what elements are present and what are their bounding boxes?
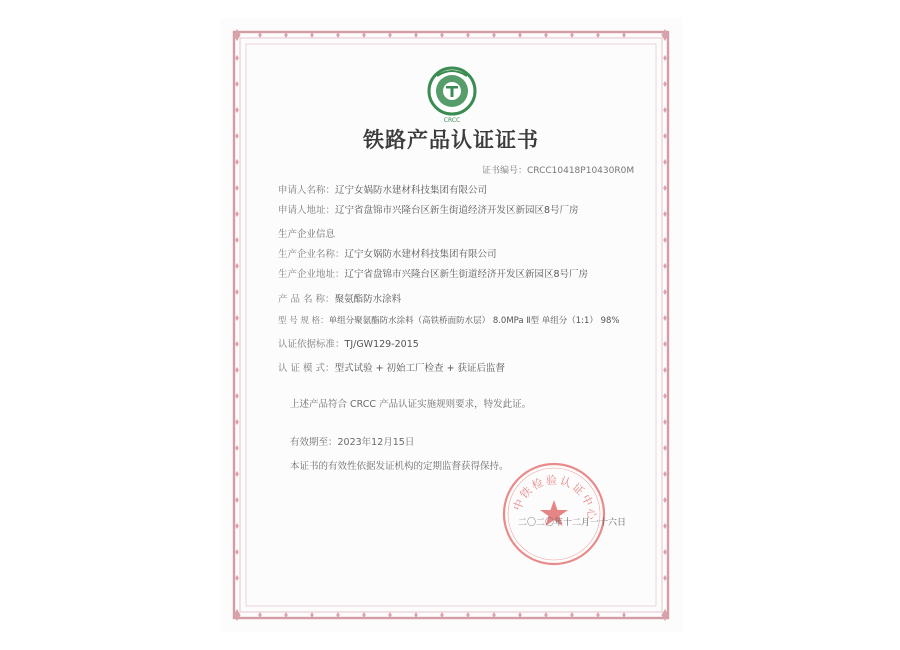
border-ornament xyxy=(235,393,239,399)
border-ornament xyxy=(663,315,667,321)
border-ornament xyxy=(663,393,667,399)
border-ornament xyxy=(235,81,239,87)
certificate-number: 证书编号：CRCC10418P10430R0M xyxy=(482,166,635,176)
conformity-statement: 上述产品符合 CRCC 产品认证实施规则要求，特发此证。 xyxy=(290,399,532,410)
field-label: 申请人地址： xyxy=(278,205,336,216)
section-heading: 生产企业信息 xyxy=(278,229,336,240)
field-value: 聚氨酯防水涂料 xyxy=(334,294,402,305)
border-ornament xyxy=(663,159,667,165)
border-ornament xyxy=(235,497,239,503)
field-label: 生产企业名称： xyxy=(278,249,345,260)
border-ornament xyxy=(235,289,239,295)
border-ornament xyxy=(235,185,239,191)
border-ornament xyxy=(663,237,667,243)
border-ornament xyxy=(663,523,667,529)
border-ornament xyxy=(663,289,667,295)
border-ornament xyxy=(663,185,667,191)
mode-row xyxy=(278,360,505,374)
field-value: 型式试验 + 初始工厂检查 + 获证后监督 xyxy=(334,363,506,374)
border-ornament xyxy=(235,55,239,61)
certificate-title: 铁路产品认证证书 xyxy=(363,128,539,152)
field-label: 申请人名称： xyxy=(278,185,336,196)
field-value: 辽宁省盘锦市兴隆台区新生街道经济开发区新园区8号厂房 xyxy=(335,205,579,216)
field-label: 生产企业地址： xyxy=(278,269,345,280)
border-ornament xyxy=(235,575,239,581)
border-ornament xyxy=(663,367,667,373)
railway-emblem-icon xyxy=(425,62,479,124)
border-ornament xyxy=(663,341,667,347)
border-ornament xyxy=(663,497,667,503)
field-label: 认 证 模 式： xyxy=(278,363,335,374)
border-ornament xyxy=(663,263,667,269)
border-ornament xyxy=(235,549,239,555)
border-ornament xyxy=(235,523,239,529)
field-value: 辽宁省盘锦市兴隆台区新生街道经济开发区新园区8号厂房 xyxy=(344,269,589,280)
border-ornament xyxy=(663,419,667,425)
validity-notice: 本证书的有效性依据发证机构的定期监督获得保持。 xyxy=(290,461,509,472)
field-value: 辽宁女娲防水建材科技集团有限公司 xyxy=(344,249,497,260)
border-ornament xyxy=(235,159,239,165)
svg-text:中铁检验认证中心: 中铁检验认证中心 xyxy=(510,473,599,523)
field-value: 辽宁女娲防水建材科技集团有限公司 xyxy=(335,185,488,196)
border-ornament xyxy=(235,471,239,477)
border-ornament xyxy=(663,55,667,61)
product-name-row xyxy=(278,291,401,305)
border-ornament xyxy=(235,237,239,243)
field-label: 型 号 规 格： xyxy=(278,316,329,326)
border-ornament xyxy=(663,445,667,451)
border-ornament xyxy=(663,549,667,555)
border-ornament xyxy=(235,445,239,451)
border-ornament xyxy=(235,107,239,113)
manufacturer-address-row xyxy=(278,266,588,280)
model-row xyxy=(278,314,619,326)
certificate-sheet xyxy=(220,18,682,632)
border-ornament xyxy=(235,419,239,425)
border-ornament xyxy=(663,471,667,477)
official-seal-icon xyxy=(498,458,610,570)
field-value: 单组分聚氨酯防水涂料（高铁桥面防水层） 8.0MPa Ⅱ型 单组分（1:1） 98% xyxy=(328,316,620,326)
validity-date: 有效期至：2023年12月15日 xyxy=(290,437,415,448)
border-ornament xyxy=(235,367,239,373)
border-ornament xyxy=(663,81,667,87)
border-ornament xyxy=(235,211,239,217)
border-ornament xyxy=(663,107,667,113)
border-ornament xyxy=(663,575,667,581)
applicant-address-row xyxy=(278,202,579,216)
applicant-name-row xyxy=(278,182,487,196)
svg-text:CRCC: CRCC xyxy=(443,117,461,124)
manufacturer-name-row xyxy=(278,246,497,260)
border-ornament xyxy=(663,211,667,217)
field-value: TJ/GW129-2015 xyxy=(344,339,419,350)
standard-row xyxy=(278,336,419,350)
field-label: 认证依据标准： xyxy=(278,339,345,350)
border-ornament xyxy=(235,263,239,269)
field-label: 产 品 名 称： xyxy=(278,294,335,305)
border-ornament xyxy=(235,315,239,321)
issue-date: 二〇二〇年十二月一十六日 xyxy=(518,518,627,528)
border-ornament xyxy=(235,341,239,347)
